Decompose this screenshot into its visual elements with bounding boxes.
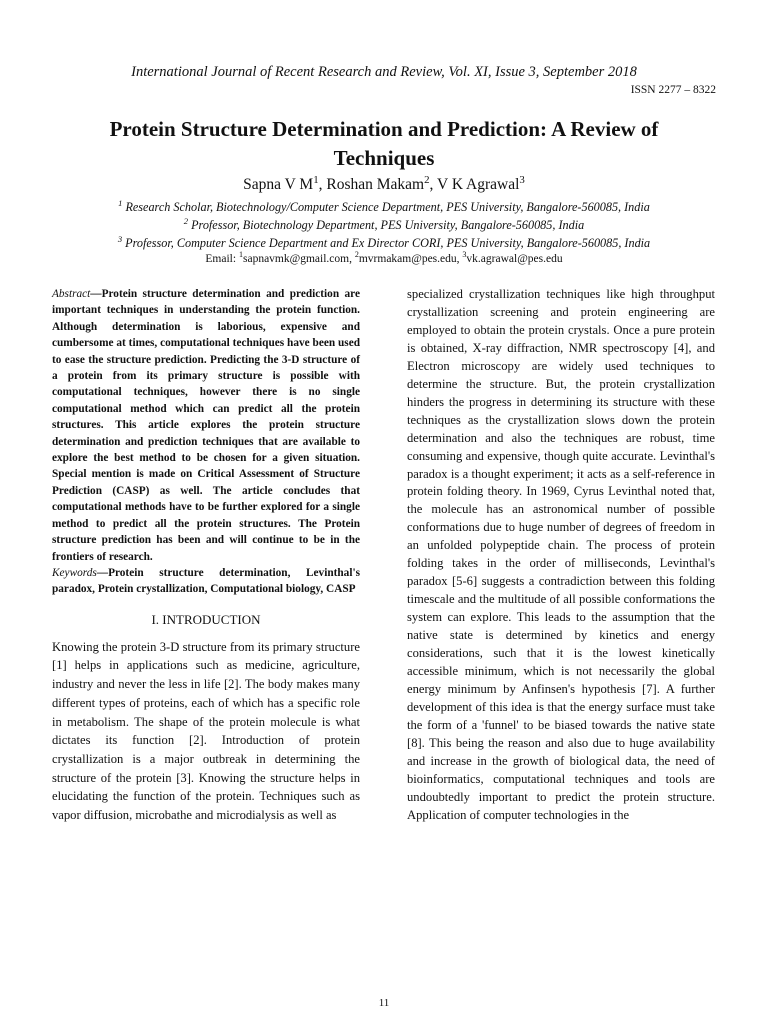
email-line — [0, 250, 768, 265]
affiliation — [0, 215, 768, 233]
author-name: Sapna V M — [243, 176, 314, 193]
author-list — [0, 173, 768, 194]
affiliation — [0, 233, 768, 251]
section-heading: I. INTRODUCTION — [151, 611, 261, 627]
email-address: sapnavmk@gmail.com, — [242, 253, 355, 265]
affiliation-text: Professor, Biotechnology Department, PES University, Bangalore-560085, India — [191, 218, 585, 232]
affiliation-sup: 2 — [183, 215, 189, 226]
right-column — [407, 286, 715, 825]
email-sup: 2 — [354, 250, 359, 260]
affiliation-sup: 1 — [118, 197, 123, 208]
affiliation — [0, 197, 768, 215]
affiliation-sup: 3 — [117, 233, 123, 244]
issn: ISSN 2277 – 8322 — [630, 84, 716, 96]
keywords — [52, 565, 360, 598]
journal-header: International Journal of Recent Research and Review, Vol. XI, Issue 3, September 2018 — [131, 64, 637, 80]
author-sup: 2 — [424, 173, 430, 186]
affiliation-text: Research Scholar, Biotechnology/Computer Science Department, PES University, Bangalore-560085, India — [125, 200, 650, 214]
affiliation-text: Professor, Computer Science Department and Ex Director CORI, PES University, Bangalore-560085, India — [125, 236, 651, 250]
author-separator: , — [429, 176, 438, 193]
intro-paragraph-right: specialized crystallization techniques like high throughput crystallization screening and protein engineering are employed to obtain the protein crystals. Once a pure protein is obtained, X-ray diffraction, NMR spectroscopy [4], and Electron microscopy are widely used techniques to determine the structure. But, the protein crystallization hinders the progress in determining its structure with these techniques as the crystallization slows down the protein determination and also the techniques are robust, time consuming and expensive, though quite accurate. Levinthal's paradox is a thought experiment; it acts as a self-reference in protein folding theory. In 1969, Cyrus Levinthal noted that, the molecule has an astronomical number of possible conformations due to huge number of degrees of freedom in an unfolded polypeptide chain. The process of protein folding takes in the order of milliseconds, Levinthal's paradox [5-6] suggests a contradiction between this folding timescale and the multitude of all possible conformations the system can explore. This leads to the assumption that the native state is determined by kinetics and energy considerations, such that it is the lowest kinetically accessible minimum, which is not necessarily the global energy minimum by Anfinsen's hypothesis [7]. A further development of this idea is that the energy surface must take the form of a 'funnel' to be biased towards the native state [8]. This being the reason and also due to huge availability and increase in the growth of biological data, the need of bioinformatics, computational techniques and tools are undoubtedly important to predict the protein structure. Application of computer technologies in the — [407, 287, 715, 822]
author-separator: , — [318, 176, 327, 193]
email-address: mvrmakam@pes.edu, — [358, 253, 463, 265]
abstract-label: Abstract — [52, 288, 91, 300]
email-sup: 3 — [462, 250, 467, 260]
abstract-text: —Protein structure determination and prediction are important techniques in understanding the protein function. Although determination is laborious, expensive and cumbersome at times, computational techniques have been used to ease the structure prediction. Predicting the 3-D structure of a protein from its primary structure is possible with computational techniques, however there is no single computational method which can predict all the protein structures. This article explores the protein structure determination and prediction techniques that are available to explore the best method to be chosen for a given situation. Special mention is made on Critical Assessment of Structure Prediction (CASP) as well. The article concludes that computational methods have to be further explored for a single method to predict all the protein structures. The Protein structure prediction has been and will continue to be in the frontiers of research. — [52, 288, 360, 563]
intro-paragraph-left: Knowing the protein 3-D structure from its primary structure [1] helps in applications such as medicine, agriculture, industry and never the less in life [2]. The body makes many different types of proteins, each of which has a specific role in metabolism. The shape of the protein molecule is what dictates its function [2]. Introduction of protein crystallization is a major outbreak in determining the structure of the protein [3]. Knowing the structure helps in elucidating the function of the protein. Techniques such as vapor diffusion, microbathe and microdialysis as well as — [52, 639, 360, 823]
abstract — [52, 286, 360, 565]
email-address: vk.agrawal@pes.edu — [466, 253, 563, 265]
author-name: V K Agrawal — [437, 176, 520, 193]
keywords-text: —Protein structure determination, Levinthal's paradox, Protein crystallization, Computational biology, CASP — [52, 566, 360, 596]
email-sup: 1 — [238, 250, 243, 260]
paper-title: Protein Structure Determination and Prediction: A Review of Techniques — [109, 117, 659, 170]
author-sup: 3 — [519, 173, 525, 186]
author-sup: 1 — [313, 173, 319, 186]
left-column — [52, 286, 360, 825]
author-name: Roshan Makam — [326, 176, 425, 193]
page-number: 11 — [378, 997, 390, 1009]
keywords-label: Keywords — [52, 566, 97, 579]
email-label: Email: — [205, 253, 239, 265]
